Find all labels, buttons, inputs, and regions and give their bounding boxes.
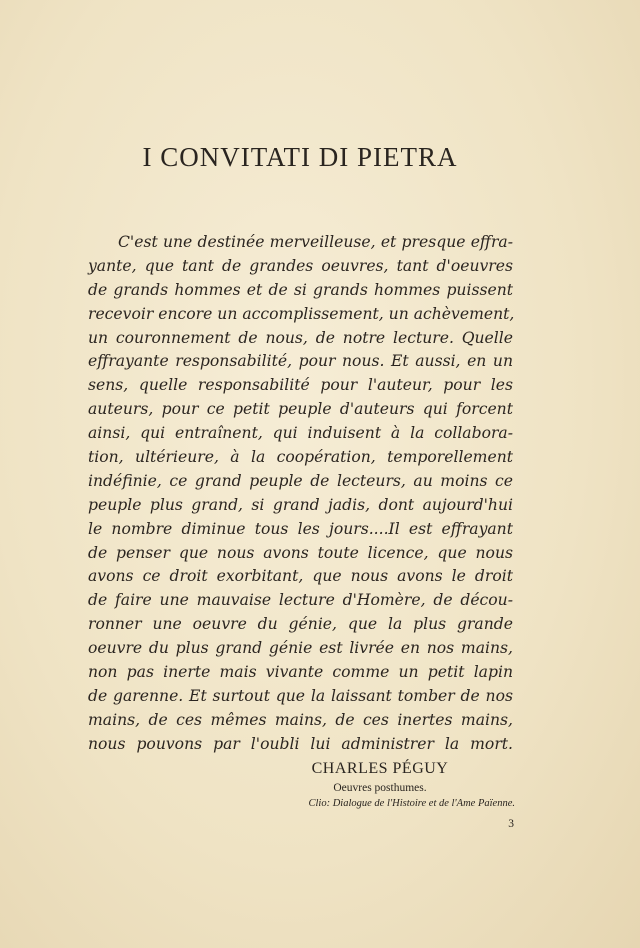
quote-line: de faire une mauvaise lecture d'Homère, de décou- [88, 591, 513, 610]
quote-line: oeuvre du plus grand génie est livrée en nos mains, [88, 639, 513, 658]
quote-line: nous pouvons par l'oubli lui administrer la mort. [88, 734, 513, 753]
author-signature: CHARLES PÉGUY [311, 760, 449, 777]
quote-line: sens, quelle responsabilité pour l'auteur, pour les [88, 376, 513, 395]
page-number: 3 [508, 818, 514, 830]
quote-line: C'est une destinée merveilleuse, et presque effra- [118, 233, 513, 251]
quote-line: tion, ultérieure, à la coopération, temporellement [88, 448, 513, 467]
quote-body [88, 231, 513, 757]
quote-line: ronner une oeuvre du génie, que la plus grande [88, 615, 513, 634]
quote-line: ainsi, qui entraînent, qui induisent à la collabora- [88, 424, 513, 443]
quote-line: peuple plus grand, si grand jadis, dont aujourd'hui [88, 495, 513, 514]
quote-line: auteurs, pour ce petit peuple d'auteurs qui forcent [88, 400, 513, 419]
quote-line: de grands hommes et de si grands hommes puissent [88, 280, 513, 299]
quote-line: yante, que tant de grandes oeuvres, tant d'oeuvres [88, 256, 513, 275]
quote-line: mains, de ces mêmes mains, de ces inertes mains, [88, 710, 513, 729]
quote-line: recevoir encore un accomplissement, un achèvement, [88, 304, 515, 323]
page-title: I CONVITATI DI PIETRA [142, 142, 458, 172]
source-detail: Clio: Dialogue de l'Histoire et de l'Ame Païenne. [308, 798, 515, 809]
quote-line: de penser que nous avons toute licence, que nous [88, 543, 513, 562]
quote-line: avons ce droit exorbitant, que nous avons le droit [88, 567, 513, 586]
quote-line: de garenne. Et surtout que la laissant tomber de nos [88, 686, 513, 705]
quote-line: un couronnement de nous, de notre lecture. Quelle [88, 328, 513, 347]
quote-line: le nombre diminue tous les jours....Il est effrayant [88, 519, 513, 538]
source-title: Oeuvres posthumes. [333, 782, 427, 794]
quote-line: indéfinie, ce grand peuple de lecteurs, au moins ce [88, 471, 513, 490]
quote-line: effrayante responsabilité, pour nous. Et aussi, en un [88, 352, 513, 371]
quote-line: non pas inerte mais vivante comme un petit lapin [88, 663, 513, 682]
